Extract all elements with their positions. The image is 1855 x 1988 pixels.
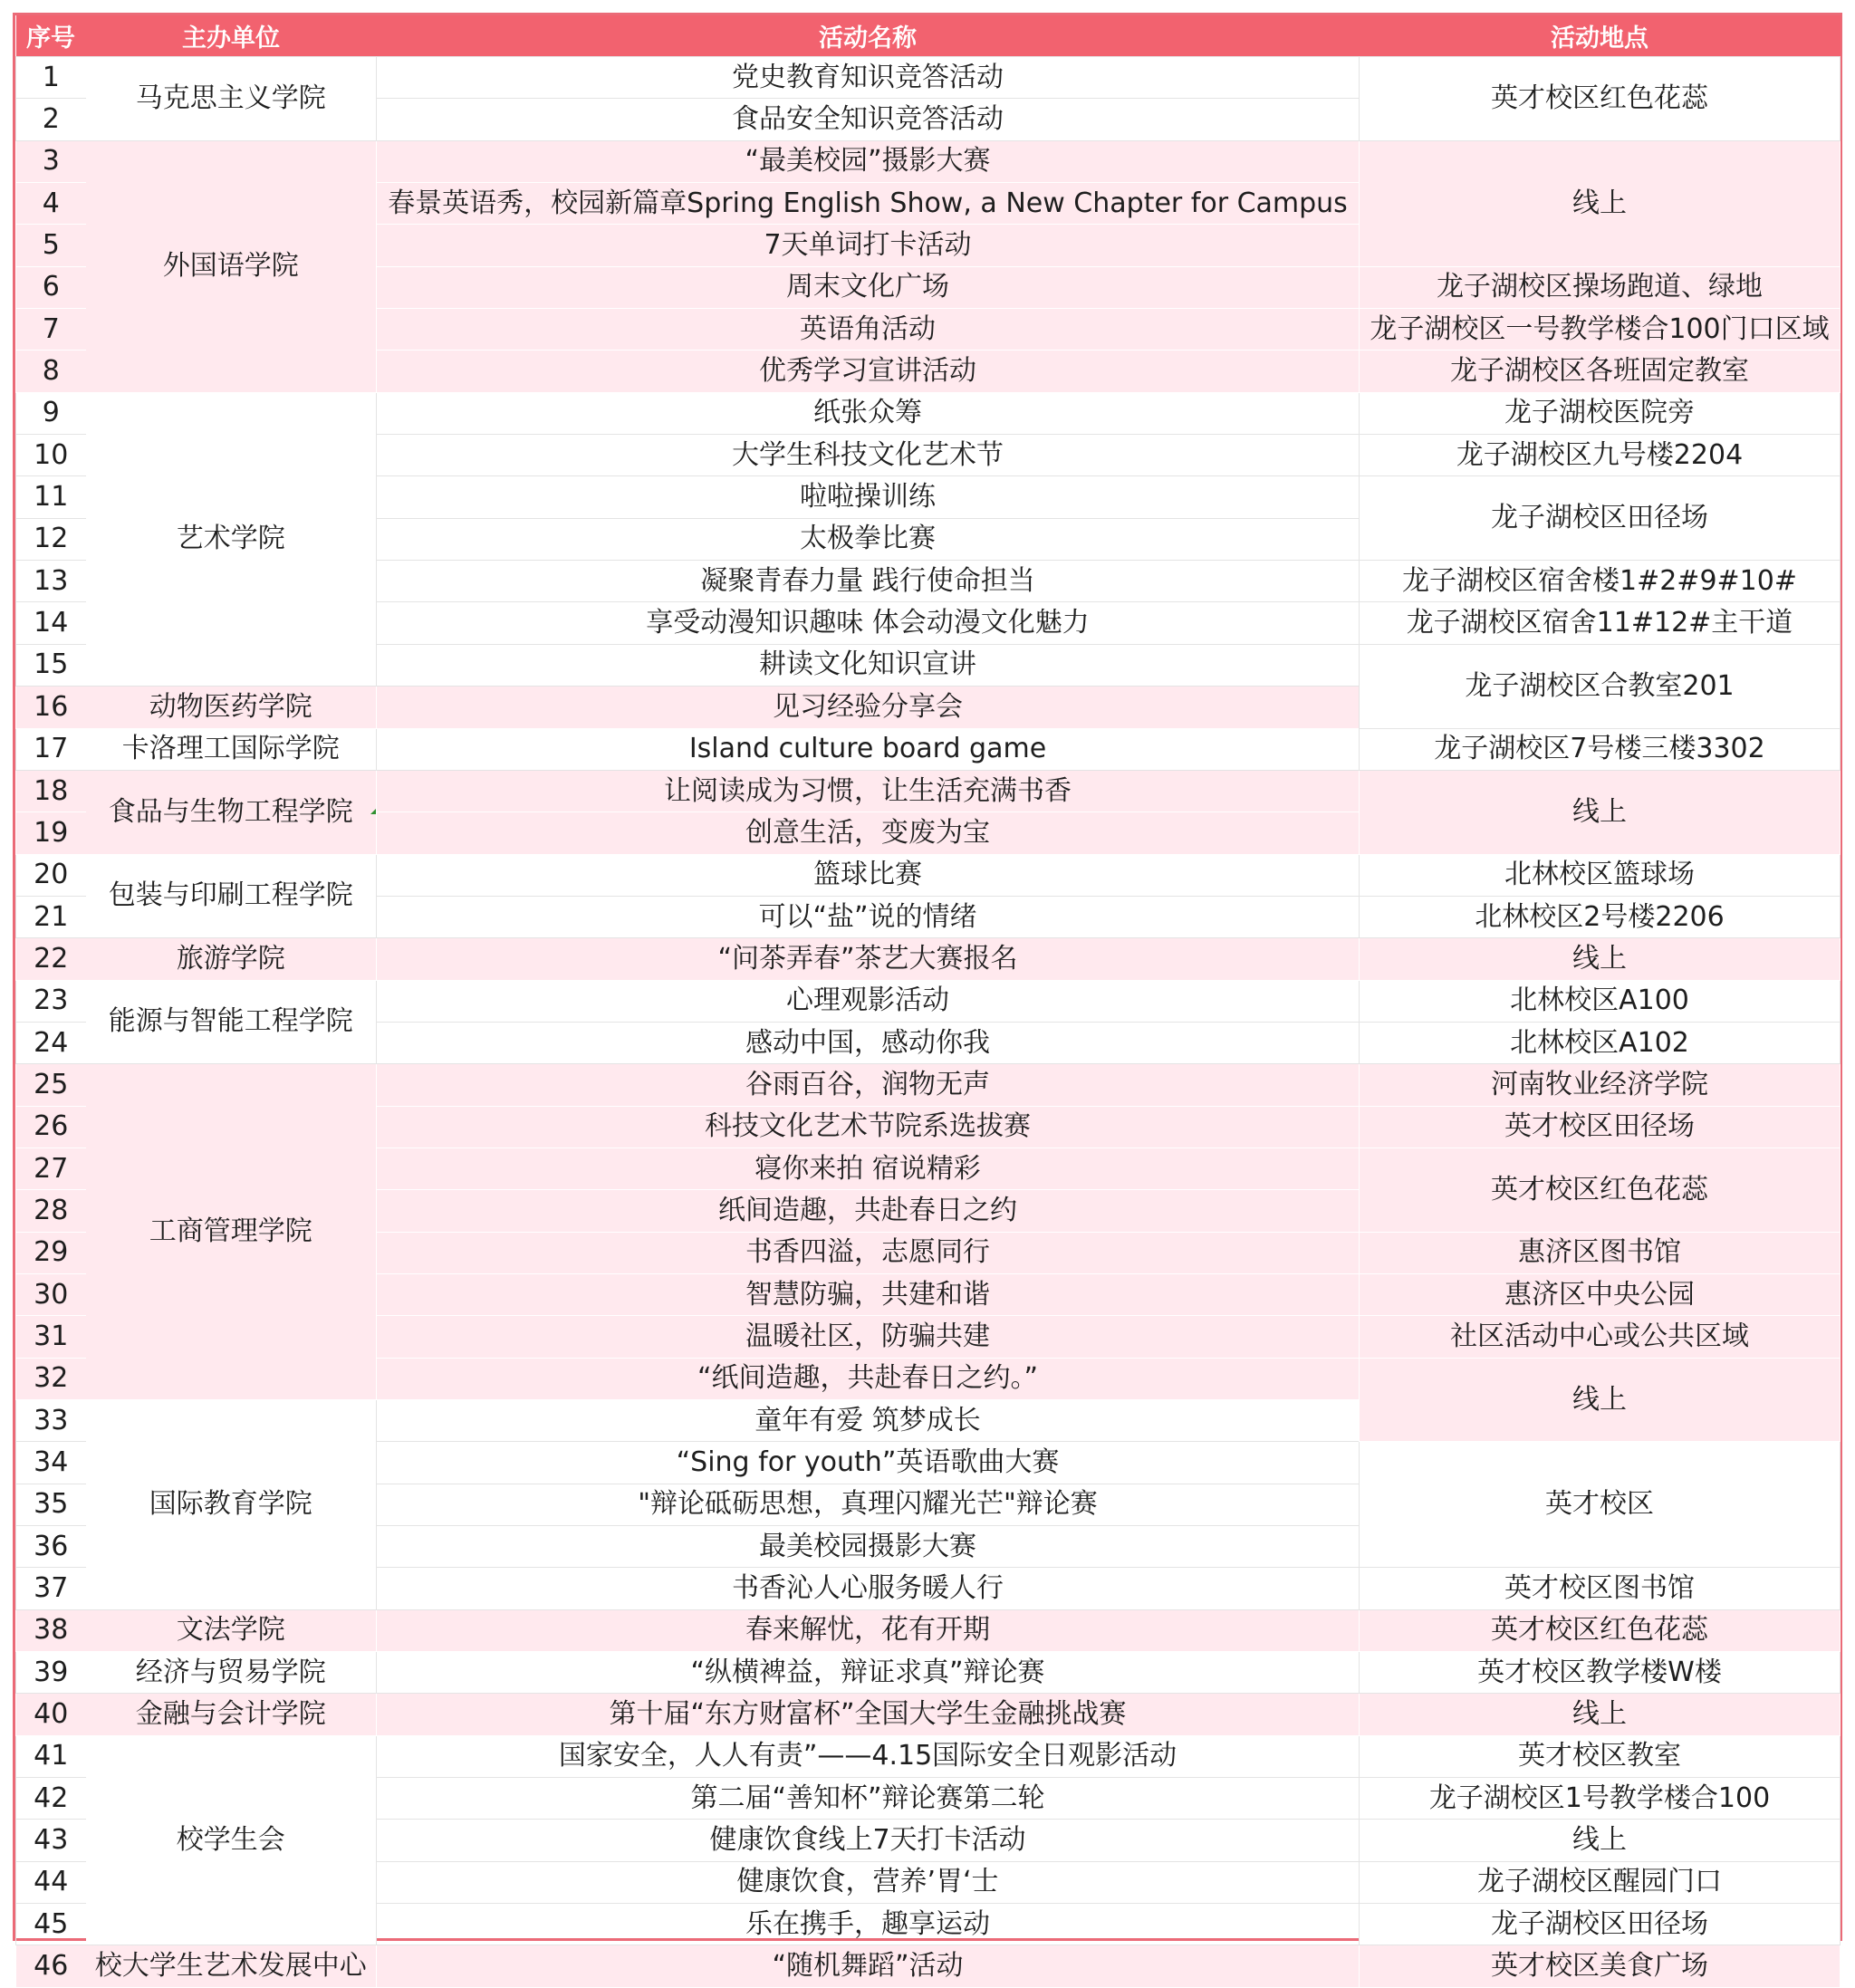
activity-name-cell[interactable]: 创意生活，变废为宝 <box>377 812 1360 854</box>
activity-name-cell[interactable]: 党史教育知识竞答活动 <box>377 57 1360 99</box>
organizer-cell[interactable]: 艺术学院 <box>86 392 377 686</box>
row-index-cell[interactable]: 31 <box>16 1316 86 1358</box>
organizer-cell[interactable]: 校大学生艺术发展中心 <box>86 1945 377 1987</box>
table-row <box>16 1652 1841 1694</box>
location-cell[interactable]: 龙子湖校区7号楼三楼3302 <box>1360 728 1841 770</box>
activity-name-cell[interactable]: 心理观影活动 <box>377 980 1360 1022</box>
activity-name-cell[interactable]: 书香沁人心服务暖人行 <box>377 1568 1360 1609</box>
comment-marker-icon <box>370 807 377 814</box>
activity-table <box>15 15 1841 1988</box>
table-row <box>16 854 1841 896</box>
location-cell[interactable]: 龙子湖校区九号楼2204 <box>1360 435 1841 476</box>
activity-name-cell[interactable]: 周末文化广场 <box>377 266 1360 308</box>
activity-name-cell[interactable]: 春景英语秀，校园新篇章Spring English Show, a New Chapter for Campus <box>377 183 1360 225</box>
activity-name-cell[interactable]: 优秀学习宣讲活动 <box>377 351 1360 392</box>
row-index-cell[interactable]: 25 <box>16 1064 86 1106</box>
row-index-cell[interactable]: 32 <box>16 1358 86 1399</box>
location-cell[interactable]: 线上 <box>1360 1820 1841 1861</box>
row-index-cell[interactable]: 40 <box>16 1694 86 1735</box>
activity-name-cell[interactable]: 谷雨百谷，润物无声 <box>377 1064 1360 1106</box>
header-index[interactable]: 序号 <box>16 15 86 57</box>
location-cell[interactable]: 龙子湖校区田径场 <box>1360 1904 1841 1945</box>
organizer-cell[interactable]: 包装与印刷工程学院 <box>86 854 377 938</box>
activity-name-cell[interactable]: 7天单词打卡活动 <box>377 225 1360 266</box>
row-index-cell[interactable]: 27 <box>16 1148 86 1189</box>
activity-name-cell[interactable]: 凝聚青春力量 践行使命担当 <box>377 561 1360 602</box>
activity-name-cell[interactable]: 可以“盐”说的情绪 <box>377 896 1360 937</box>
row-index-cell[interactable]: 20 <box>16 854 86 896</box>
row-index-cell[interactable]: 37 <box>16 1568 86 1609</box>
organizer-cell[interactable]: 金融与会计学院 <box>86 1694 377 1735</box>
activity-name-cell[interactable]: 科技文化艺术节院系选拔赛 <box>377 1106 1360 1148</box>
activity-name-cell[interactable]: 纸间造趣，共赴春日之约 <box>377 1190 1360 1232</box>
row-index-cell[interactable]: 29 <box>16 1232 86 1273</box>
row-index-cell[interactable]: 12 <box>16 518 86 560</box>
location-cell[interactable]: 龙子湖校区合教室201 <box>1360 644 1841 728</box>
table-row <box>16 1609 1841 1651</box>
row-index-cell[interactable]: 34 <box>16 1442 86 1484</box>
activity-name-cell[interactable]: 健康饮食，营养’胃‘士 <box>377 1861 1360 1903</box>
organizer-cell[interactable]: 国际教育学院 <box>86 1400 377 1610</box>
location-cell[interactable]: 河南牧业经济学院 <box>1360 1064 1841 1106</box>
row-index-cell[interactable]: 3 <box>16 140 86 182</box>
row-index-cell[interactable]: 46 <box>16 1945 86 1987</box>
location-cell[interactable]: 线上 <box>1360 1358 1841 1442</box>
table-row <box>16 1064 1841 1106</box>
row-index-cell[interactable]: 13 <box>16 561 86 602</box>
organizer-cell[interactable]: 动物医药学院 <box>86 687 377 728</box>
row-index-cell[interactable]: 15 <box>16 644 86 686</box>
row-index-cell[interactable]: 16 <box>16 687 86 728</box>
activity-name-cell[interactable]: 享受动漫知识趣味 体会动漫文化魅力 <box>377 602 1360 644</box>
row-index-cell[interactable]: 38 <box>16 1609 86 1651</box>
location-cell[interactable]: 英才校区红色花蕊 <box>1360 57 1841 141</box>
location-cell[interactable]: 线上 <box>1360 140 1841 266</box>
row-index-cell[interactable]: 9 <box>16 392 86 434</box>
activity-name-cell[interactable]: 国家安全，人人有责”——4.15国际安全日观影活动 <box>377 1735 1360 1777</box>
activity-name-cell[interactable]: “纵横裨益，辩证求真”辩论赛 <box>377 1652 1360 1694</box>
row-index-cell[interactable]: 2 <box>16 99 86 140</box>
location-cell[interactable]: 英才校区教学楼W楼 <box>1360 1652 1841 1694</box>
location-cell[interactable]: 英才校区教室 <box>1360 1735 1841 1777</box>
row-index-cell[interactable]: 6 <box>16 266 86 308</box>
activity-name-cell[interactable]: 温暖社区，防骗共建 <box>377 1316 1360 1358</box>
location-cell[interactable]: 龙子湖校区田径场 <box>1360 476 1841 561</box>
row-index-cell[interactable]: 10 <box>16 435 86 476</box>
activity-name-cell[interactable]: 健康饮食线上7天打卡活动 <box>377 1820 1360 1861</box>
location-cell[interactable]: 龙子湖校医院旁 <box>1360 392 1841 434</box>
location-cell[interactable]: 龙子湖校区各班固定教室 <box>1360 351 1841 392</box>
row-index-cell[interactable]: 11 <box>16 476 86 518</box>
location-cell[interactable]: 惠济区中央公园 <box>1360 1273 1841 1315</box>
activity-name-cell[interactable]: “Sing for youth”英语歌曲大赛 <box>377 1442 1360 1484</box>
organizer-cell[interactable]: 校学生会 <box>86 1735 377 1945</box>
organizer-cell[interactable]: 外国语学院 <box>86 140 377 392</box>
activity-name-cell[interactable]: 见习经验分享会 <box>377 687 1360 728</box>
location-cell[interactable]: 龙子湖校区一号教学楼合100门口区域 <box>1360 309 1841 351</box>
row-index-cell[interactable]: 1 <box>16 57 86 99</box>
table-header-row <box>16 15 1841 57</box>
row-index-cell[interactable]: 21 <box>16 896 86 937</box>
row-index-cell[interactable]: 8 <box>16 351 86 392</box>
activity-name-cell[interactable]: 最美校园摄影大赛 <box>377 1526 1360 1568</box>
row-index-cell[interactable]: 23 <box>16 980 86 1022</box>
location-cell[interactable]: 北林校区A100 <box>1360 980 1841 1022</box>
table-row <box>16 1735 1841 1777</box>
row-index-cell[interactable]: 43 <box>16 1820 86 1861</box>
organizer-cell[interactable]: 文法学院 <box>86 1609 377 1651</box>
row-index-cell[interactable]: 22 <box>16 938 86 980</box>
activity-name-cell[interactable]: 英语角活动 <box>377 309 1360 351</box>
activity-name-cell[interactable]: 啦啦操训练 <box>377 476 1360 518</box>
activity-table-sheet <box>13 13 1842 1983</box>
location-cell[interactable]: 线上 <box>1360 770 1841 854</box>
activity-name-cell[interactable]: 纸张众筹 <box>377 392 1360 434</box>
activity-name-cell[interactable]: 大学生科技文化艺术节 <box>377 435 1360 476</box>
location-cell[interactable]: 北林校区2号楼2206 <box>1360 896 1841 937</box>
row-index-cell[interactable]: 19 <box>16 812 86 854</box>
location-cell[interactable]: 北林校区A102 <box>1360 1022 1841 1063</box>
location-cell[interactable]: 英才校区红色花蕊 <box>1360 1148 1841 1232</box>
location-cell[interactable]: 线上 <box>1360 938 1841 980</box>
row-index-cell[interactable]: 39 <box>16 1652 86 1694</box>
location-cell[interactable]: 英才校区红色花蕊 <box>1360 1609 1841 1651</box>
row-index-cell[interactable]: 30 <box>16 1273 86 1315</box>
table-row <box>16 728 1841 770</box>
row-index-cell[interactable]: 5 <box>16 225 86 266</box>
row-index-cell[interactable]: 7 <box>16 309 86 351</box>
activity-name-cell[interactable]: “纸间造趣，共赴春日之约。” <box>377 1358 1360 1399</box>
activity-name-cell[interactable]: 第二届“善知杯”辩论赛第二轮 <box>377 1778 1360 1820</box>
activity-name-cell[interactable]: Island culture board game <box>377 728 1360 770</box>
location-cell[interactable]: 英才校区 <box>1360 1442 1841 1568</box>
activity-name-cell[interactable]: 让阅读成为习惯，让生活充满书香 <box>377 770 1360 812</box>
row-index-cell[interactable]: 17 <box>16 728 86 770</box>
row-index-cell[interactable]: 18 <box>16 770 86 812</box>
organizer-cell[interactable]: 能源与智能工程学院 <box>86 980 377 1064</box>
table-row <box>16 57 1841 99</box>
row-index-cell[interactable]: 24 <box>16 1022 86 1063</box>
row-index-cell[interactable]: 14 <box>16 602 86 644</box>
activity-name-cell[interactable]: "辩论砥砺思想，真理闪耀光芒"辩论赛 <box>377 1484 1360 1525</box>
location-cell[interactable]: 龙子湖校区宿舍楼1#2#9#10# <box>1360 561 1841 602</box>
header-location[interactable]: 活动地点 <box>1360 15 1841 57</box>
header-activity-name[interactable]: 活动名称 <box>377 15 1360 57</box>
row-index-cell[interactable]: 28 <box>16 1190 86 1232</box>
activity-name-cell[interactable]: 春来解忧，花有开期 <box>377 1609 1360 1651</box>
row-index-cell[interactable]: 41 <box>16 1735 86 1777</box>
row-index-cell[interactable]: 42 <box>16 1778 86 1820</box>
activity-name-cell[interactable]: 篮球比赛 <box>377 854 1360 896</box>
organizer-cell[interactable]: 卡洛理工国际学院 <box>86 728 377 770</box>
organizer-cell[interactable]: 食品与生物工程学院 <box>86 770 377 854</box>
location-cell[interactable]: 英才校区美食广场 <box>1360 1945 1841 1987</box>
table-row <box>16 1694 1841 1735</box>
table-row <box>16 1945 1841 1987</box>
location-cell[interactable]: 龙子湖校区操场跑道、绿地 <box>1360 266 1841 308</box>
location-cell[interactable]: 英才校区图书馆 <box>1360 1568 1841 1609</box>
row-index-cell[interactable]: 35 <box>16 1484 86 1525</box>
location-cell[interactable]: 社区活动中心或公共区域 <box>1360 1316 1841 1358</box>
table-row <box>16 392 1841 434</box>
location-cell[interactable]: 龙子湖校区醒园门口 <box>1360 1861 1841 1903</box>
location-cell[interactable]: 北林校区篮球场 <box>1360 854 1841 896</box>
activity-name-cell[interactable]: 耕读文化知识宣讲 <box>377 644 1360 686</box>
header-organizer[interactable]: 主办单位 <box>86 15 377 57</box>
activity-name-cell[interactable]: 寝你来拍 宿说精彩 <box>377 1148 1360 1189</box>
activity-name-cell[interactable]: 童年有爱 筑梦成长 <box>377 1400 1360 1442</box>
row-index-cell[interactable]: 4 <box>16 183 86 225</box>
table-row <box>16 938 1841 980</box>
location-cell[interactable]: 惠济区图书馆 <box>1360 1232 1841 1273</box>
row-index-cell[interactable]: 26 <box>16 1106 86 1148</box>
location-cell[interactable]: 线上 <box>1360 1694 1841 1735</box>
activity-name-cell[interactable]: “问茶弄春”茶艺大赛报名 <box>377 938 1360 980</box>
organizer-cell[interactable]: 工商管理学院 <box>86 1064 377 1400</box>
activity-name-cell[interactable]: 书香四溢，志愿同行 <box>377 1232 1360 1273</box>
activity-name-cell[interactable]: “最美校园”摄影大赛 <box>377 140 1360 182</box>
table-row <box>16 980 1841 1022</box>
activity-name-cell[interactable]: 感动中国，感动你我 <box>377 1022 1360 1063</box>
location-cell[interactable]: 龙子湖校区1号教学楼合100 <box>1360 1778 1841 1820</box>
organizer-cell[interactable]: 马克思主义学院 <box>86 57 377 141</box>
activity-name-cell[interactable]: 乐在携手，趣享运动 <box>377 1904 1360 1945</box>
activity-name-cell[interactable]: 太极拳比赛 <box>377 518 1360 560</box>
table-body <box>16 57 1841 1988</box>
location-cell[interactable]: 英才校区田径场 <box>1360 1106 1841 1148</box>
activity-name-cell[interactable]: 第十届“东方财富杯”全国大学生金融挑战赛 <box>377 1694 1360 1735</box>
location-cell[interactable]: 龙子湖校区宿舍11#12#主干道 <box>1360 602 1841 644</box>
row-index-cell[interactable]: 45 <box>16 1904 86 1945</box>
row-index-cell[interactable]: 44 <box>16 1861 86 1903</box>
organizer-cell[interactable]: 旅游学院 <box>86 938 377 980</box>
activity-name-cell[interactable]: 食品安全知识竞答活动 <box>377 99 1360 140</box>
table-row <box>16 140 1841 182</box>
row-index-cell[interactable]: 36 <box>16 1526 86 1568</box>
table-row <box>16 770 1841 812</box>
activity-name-cell[interactable]: 智慧防骗，共建和谐 <box>377 1273 1360 1315</box>
organizer-cell[interactable]: 经济与贸易学院 <box>86 1652 377 1694</box>
row-index-cell[interactable]: 33 <box>16 1400 86 1442</box>
activity-name-cell[interactable]: “随机舞蹈”活动 <box>377 1945 1360 1987</box>
